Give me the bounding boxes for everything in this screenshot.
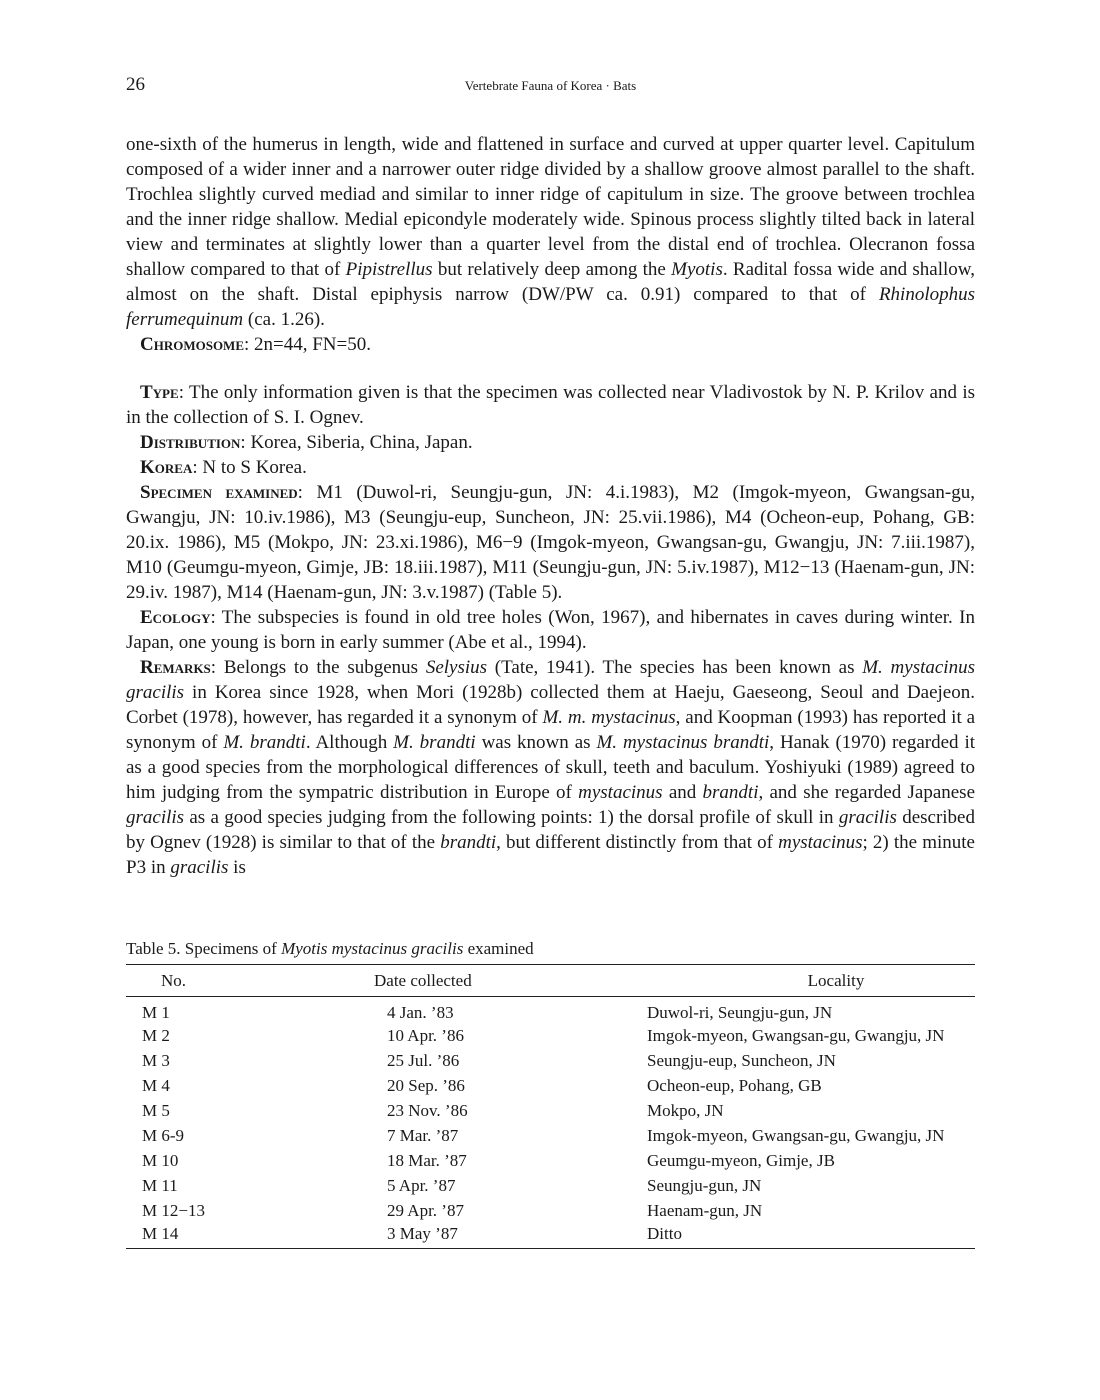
cell-locality: Seungju-gun, JN bbox=[647, 1175, 762, 1195]
cell-no: M 4 bbox=[142, 1075, 170, 1095]
cell-locality: Seungju-eup, Suncheon, JN bbox=[647, 1050, 836, 1070]
section-label-distribution: Distribution bbox=[140, 432, 241, 453]
cell-date: 29 Apr. ’87 bbox=[387, 1200, 464, 1220]
table-row bbox=[126, 1023, 975, 1048]
cell-locality: Mokpo, JN bbox=[647, 1100, 724, 1120]
cell-locality: Imgok-myeon, Gwangsan-gu, Gwangju, JN bbox=[647, 1125, 945, 1145]
specimen-table bbox=[126, 964, 975, 1249]
section-label-ecology: Ecology bbox=[140, 607, 211, 628]
column-header-locality: Locality bbox=[807, 970, 865, 990]
table-caption: Table 5. Specimens of Myotis mystacinus gracilis examined bbox=[126, 939, 534, 958]
table-row bbox=[126, 1073, 975, 1098]
paragraph-distribution: Distribution: Korea, Siberia, China, Japan. bbox=[140, 432, 473, 453]
cell-no: M 3 bbox=[142, 1050, 170, 1070]
table-row bbox=[126, 1148, 975, 1173]
cell-locality: Imgok-myeon, Gwangsan-gu, Gwangju, JN bbox=[647, 1025, 945, 1045]
cell-locality: Geumgu-myeon, Gimje, JB bbox=[647, 1150, 835, 1170]
paragraph-ecology: Ecology: The subspecies is found in old tree holes (Won, 1967), and hibernates in caves during winter. In Japan, one young is born in early summer (Abe et al., 1994). bbox=[126, 607, 975, 653]
paragraph-humerus-description: one-sixth of the humerus in length, wide and flattened in surface and curved at upper quarter level. Capitulum composed of a wider inner and a narrower outer ridge divided by a shallow groove almost parallel to the shaft. Trochlea slightly curved mediad and similar to inner ridge of capitulum in size. The groove between trochlea and the inner ridge shallow. Medial epicondyle moderately wide. Spinous process slightly tilted back in lateral view and terminates at slightly lower than a quarter level from the distal end of trochlea. Olecranon fossa shallow compared to that of Pipistrellus but relatively deep among the Myotis. Radital fossa wide and shallow, almost on the shaft. Distal epiphysis narrow (DW/PW ca. 0.91) compared to that of Rhinolophus ferrumequinum (ca. 1.26). bbox=[126, 134, 976, 330]
cell-no: M 6-9 bbox=[142, 1125, 185, 1145]
cell-locality: Haenam-gun, JN bbox=[647, 1200, 763, 1220]
column-header-no: No. bbox=[161, 970, 187, 990]
paragraph-remarks: Remarks: Belongs to the subgenus Selysius (Tate, 1941). The species has been known as M. mystacinus gracilis in Korea since 1928, when Mori (1928b) collected them at Haeju, Gaeseong, Seoul and Daejeon. Corbet (1978), however, has regarded it a synonym of M. m. mystacinus, and Koopman (1993) has reported it a synonym of M. brandti. Although M. brandti was known as M. mystacinus brandti, Hanak (1970) regarded it as a good species from the morphological differences of skull, teeth and baculum. Yoshiyuki (1989) agreed to him judging from the sympatric distribution in Europe of mystacinus and brandti, and she regarded Japanese gracilis as a good species judging from the following points: 1) the dorsal profile of skull in gracilis described by Ognev (1928) is similar to that of the brandti, but different distinctly from that of mystacinus; 2) the minute P3 in gracilis is bbox=[126, 657, 976, 878]
cell-no: M 10 bbox=[142, 1150, 179, 1170]
table-body bbox=[126, 997, 975, 1249]
section-label-type: Type bbox=[140, 382, 179, 403]
running-title: Vertebrate Fauna of Korea · Bats bbox=[464, 78, 637, 93]
cell-date: 10 Apr. ’86 bbox=[387, 1025, 464, 1045]
table-row bbox=[126, 1048, 975, 1073]
cell-locality: Ditto bbox=[647, 1223, 682, 1243]
table-row bbox=[126, 1173, 975, 1198]
cell-date: 23 Nov. ’86 bbox=[387, 1100, 468, 1120]
body-text bbox=[126, 132, 975, 880]
section-label-specimen-examined: Specimen examined bbox=[140, 482, 298, 503]
cell-no: M 1 bbox=[142, 1003, 170, 1022]
table-header-row bbox=[126, 965, 975, 997]
section-gap bbox=[126, 357, 975, 380]
cell-no: M 5 bbox=[142, 1100, 170, 1120]
cell-no: M 12−13 bbox=[142, 1200, 205, 1220]
section-label-chromosome: Chromosome bbox=[140, 334, 244, 355]
table-row bbox=[126, 1223, 975, 1248]
cell-date: 20 Sep. ’86 bbox=[387, 1075, 465, 1095]
cell-date: 18 Mar. ’87 bbox=[387, 1150, 467, 1170]
section-label-korea: Korea bbox=[140, 457, 193, 478]
cell-date: 4 Jan. ’83 bbox=[387, 1003, 454, 1022]
cell-locality: Ocheon-eup, Pohang, GB bbox=[647, 1075, 822, 1095]
table-row bbox=[126, 1198, 975, 1223]
section-label-remarks: Remarks bbox=[140, 657, 211, 678]
table-row bbox=[126, 1098, 975, 1123]
page-number: 26 bbox=[126, 74, 145, 95]
paragraph-chromosome: Chromosome: 2n=44, FN=50. bbox=[140, 334, 371, 355]
page-header bbox=[126, 74, 975, 98]
paragraph-type: Type: The only information given is that the specimen was collected near Vladivostok by N. P. Krilov and is in the collection of S. I. Ognev. bbox=[126, 382, 975, 428]
specimen-table-block bbox=[126, 937, 975, 1249]
cell-date: 7 Mar. ’87 bbox=[387, 1125, 459, 1145]
cell-no: M 11 bbox=[142, 1175, 178, 1195]
cell-locality: Duwol-ri, Seungju-gun, JN bbox=[647, 1003, 833, 1022]
table-row bbox=[126, 997, 975, 1024]
table-row bbox=[126, 1123, 975, 1148]
column-header-date: Date collected bbox=[374, 970, 472, 990]
cell-no: M 14 bbox=[142, 1223, 179, 1243]
cell-date: 3 May ’87 bbox=[387, 1223, 458, 1243]
paragraph-korea: Korea: N to S Korea. bbox=[140, 457, 307, 478]
cell-no: M 2 bbox=[142, 1025, 170, 1045]
cell-date: 25 Jul. ’86 bbox=[387, 1050, 460, 1070]
paragraph-specimen-examined: Specimen examined: M1 (Duwol-ri, Seungju-gun, JN: 4.i.1983), M2 (Imgok-myeon, Gwangsan-gu, Gwangju, JN: 10.iv.1986), M3 (Seungju-eup, Suncheon, JN: 25.vii.1986), M4 (Ocheon-eup, Pohang, GB: 20.ix. 1986), M5 (Mokpo, JN: 23.xi.1986), M6−9 (Imgok-myeon, Gwangsan-gu, Gwangju, JN: 7.iii.1987), M10 (Geumgu-myeon, Gimje, JB: 18.iii.1987), M11 (Seungju-gun, JN: 5.iv.1987), M12−13 (Haenam-gun, JN: 29.iv. 1987), M14 (Haenam-gun, JN: 3.v.1987) (Table 5). bbox=[126, 482, 975, 603]
cell-date: 5 Apr. ’87 bbox=[387, 1175, 456, 1195]
